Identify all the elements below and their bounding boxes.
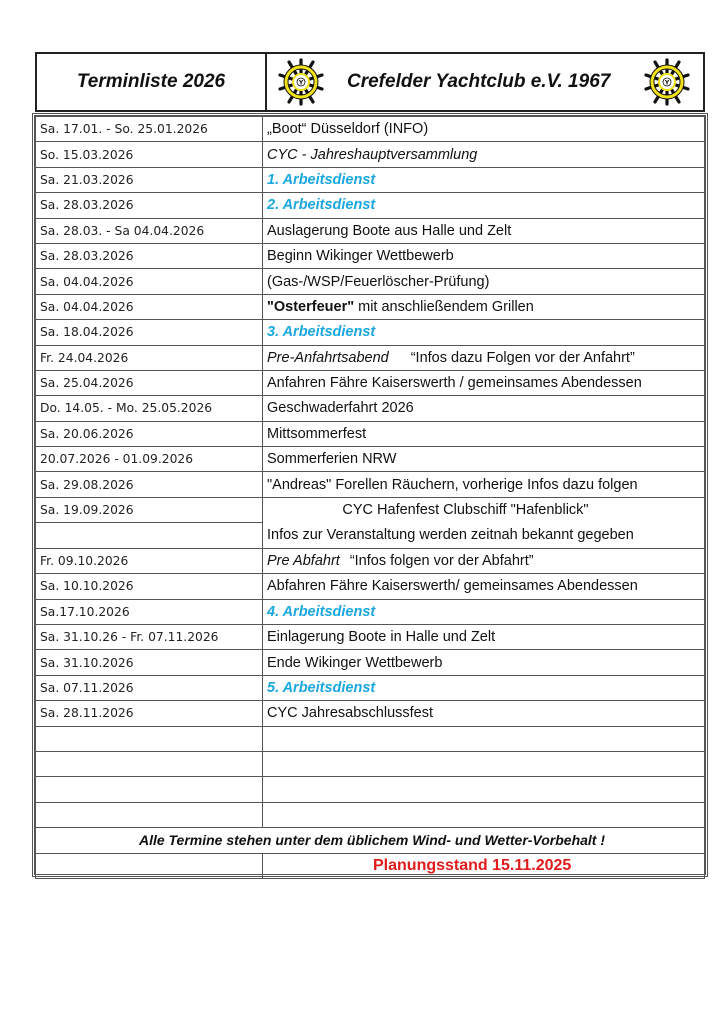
event-name: 3. Arbeitsdienst xyxy=(263,320,705,345)
event-name-rest: “Infos dazu Folgen vor der Anfahrt” xyxy=(410,349,635,366)
table-row xyxy=(36,625,705,650)
planung-row xyxy=(36,853,705,878)
event-name-italic: Pre Abfahrt xyxy=(267,553,340,570)
event-name: 2. Arbeitsdienst xyxy=(263,193,705,218)
event-date: Sa. 10.10.2026 xyxy=(36,574,263,599)
event-name-italic: Pre-Anfahrtsabend xyxy=(267,349,389,366)
event-name: „Boot“ Düsseldorf (INFO) xyxy=(263,117,705,142)
event-name: Mittsommerfest xyxy=(263,421,705,446)
empty-cell xyxy=(36,726,263,751)
table-row xyxy=(36,269,705,294)
planning-status: Planungsstand 15.11.2025 xyxy=(263,853,705,878)
table-row xyxy=(36,218,705,243)
event-date: Sa. 25.04.2026 xyxy=(36,370,263,395)
table-row xyxy=(36,142,705,167)
event-date: Sa. 28.11.2026 xyxy=(36,701,263,726)
event-name: "Andreas" Forellen Räuchern, vorherige Infos dazu folgen xyxy=(263,472,705,497)
table-row-empty xyxy=(36,802,705,827)
event-name xyxy=(263,548,705,573)
empty-cell xyxy=(263,802,705,827)
table-row xyxy=(36,243,705,268)
event-name: 1. Arbeitsdienst xyxy=(263,167,705,192)
event-date: Sa. 18.04.2026 xyxy=(36,320,263,345)
empty-cell xyxy=(263,726,705,751)
event-date: 20.07.2026 - 01.09.2026 xyxy=(36,447,263,472)
empty-cell xyxy=(263,751,705,776)
event-date: So. 15.03.2026 xyxy=(36,142,263,167)
event-name: Beginn Wikinger Wettbewerb xyxy=(263,243,705,268)
event-name: Einlagerung Boote in Halle und Zelt xyxy=(263,625,705,650)
event-date: Sa. 31.10.26 - Fr. 07.11.2026 xyxy=(36,625,263,650)
club-header xyxy=(267,54,703,110)
event-date: Sa. 31.10.2026 xyxy=(36,650,263,675)
table-row xyxy=(36,497,705,523)
event-date: Sa. 04.04.2026 xyxy=(36,294,263,319)
event-name: Abfahren Fähre Kaiserswerth/ gemeinsames Abendessen xyxy=(263,574,705,599)
event-date: Do. 14.05. - Mo. 25.05.2026 xyxy=(36,396,263,421)
event-date: Sa. 19.09.2026 xyxy=(36,497,263,523)
event-name: 5. Arbeitsdienst xyxy=(263,675,705,700)
table-row xyxy=(36,193,705,218)
table-row xyxy=(36,574,705,599)
event-name-bold: "Osterfeuer" xyxy=(267,298,355,315)
table-row xyxy=(36,675,705,700)
event-name xyxy=(263,345,705,370)
event-date: Sa. 17.01. - So. 25.01.2026 xyxy=(36,117,263,142)
table-row xyxy=(36,396,705,421)
table-row xyxy=(36,167,705,192)
event-date: Sa. 28.03.2026 xyxy=(36,193,263,218)
club-name: Crefelder Yachtclub e.V. 1967 xyxy=(347,71,611,92)
event-name xyxy=(263,294,705,319)
empty-cell xyxy=(36,802,263,827)
event-name: CYC - Jahreshauptversammlung xyxy=(263,142,705,167)
event-name-line1: CYC Hafenfest Clubschiff "Hafenblick" xyxy=(342,501,589,518)
event-name: Sommerferien NRW xyxy=(263,447,705,472)
event-date-empty xyxy=(36,523,263,549)
table-row xyxy=(36,117,705,142)
event-name-rest: mit anschließendem Grillen xyxy=(354,298,534,315)
event-name: Ende Wikinger Wettbewerb xyxy=(263,650,705,675)
event-date: Sa. 20.06.2026 xyxy=(36,421,263,446)
svg-text:Y: Y xyxy=(664,79,670,87)
event-name: Auslagerung Boote aus Halle und Zelt xyxy=(263,218,705,243)
table-row-empty xyxy=(36,751,705,776)
event-name: (Gas-/WSP/Feuerlöscher-Prüfung) xyxy=(263,269,705,294)
table-row-empty xyxy=(36,777,705,802)
empty-cell xyxy=(36,751,263,776)
schedule-table xyxy=(32,113,708,877)
event-date: Sa. 29.08.2026 xyxy=(36,472,263,497)
svg-text:Y: Y xyxy=(298,79,304,87)
event-name-line2: Infos zur Veranstaltung werden zeitnah bekannt gegeben xyxy=(267,526,634,543)
event-name: 4. Arbeitsdienst xyxy=(263,599,705,624)
weather-disclaimer: Alle Termine stehen unter dem üblichem Wind- und Wetter-Vorbehalt ! xyxy=(36,828,705,853)
table-row xyxy=(36,421,705,446)
event-date: Sa.17.10.2026 xyxy=(36,599,263,624)
table-row xyxy=(36,701,705,726)
empty-cell xyxy=(263,777,705,802)
list-title: Terminliste 2026 xyxy=(37,54,267,110)
table-row-empty xyxy=(36,726,705,751)
table-row xyxy=(36,447,705,472)
event-name: Geschwaderfahrt 2026 xyxy=(263,396,705,421)
table-row xyxy=(36,650,705,675)
event-date: Sa. 04.04.2026 xyxy=(36,269,263,294)
event-name xyxy=(263,497,705,548)
event-name: CYC Jahresabschlussfest xyxy=(263,701,705,726)
table-row xyxy=(36,345,705,370)
empty-cell xyxy=(36,777,263,802)
header-box xyxy=(35,52,705,112)
footer-note-row xyxy=(36,828,705,853)
table-row xyxy=(36,548,705,573)
ship-wheel-logo-icon xyxy=(277,58,325,106)
table-row xyxy=(36,599,705,624)
event-date: Fr. 24.04.2026 xyxy=(36,345,263,370)
event-date: Sa. 07.11.2026 xyxy=(36,675,263,700)
table-row xyxy=(36,294,705,319)
table-row xyxy=(36,320,705,345)
event-name-rest: “Infos folgen vor der Abfahrt” xyxy=(349,553,534,570)
empty-cell xyxy=(36,853,263,878)
event-date: Sa. 21.03.2026 xyxy=(36,167,263,192)
event-date: Sa. 28.03.2026 xyxy=(36,243,263,268)
ship-wheel-logo-icon xyxy=(643,58,691,106)
table-row xyxy=(36,472,705,497)
table-row xyxy=(36,370,705,395)
event-name: Anfahren Fähre Kaiserswerth / gemeinsames Abendessen xyxy=(263,370,705,395)
event-date: Fr. 09.10.2026 xyxy=(36,548,263,573)
event-date: Sa. 28.03. - Sa 04.04.2026 xyxy=(36,218,263,243)
